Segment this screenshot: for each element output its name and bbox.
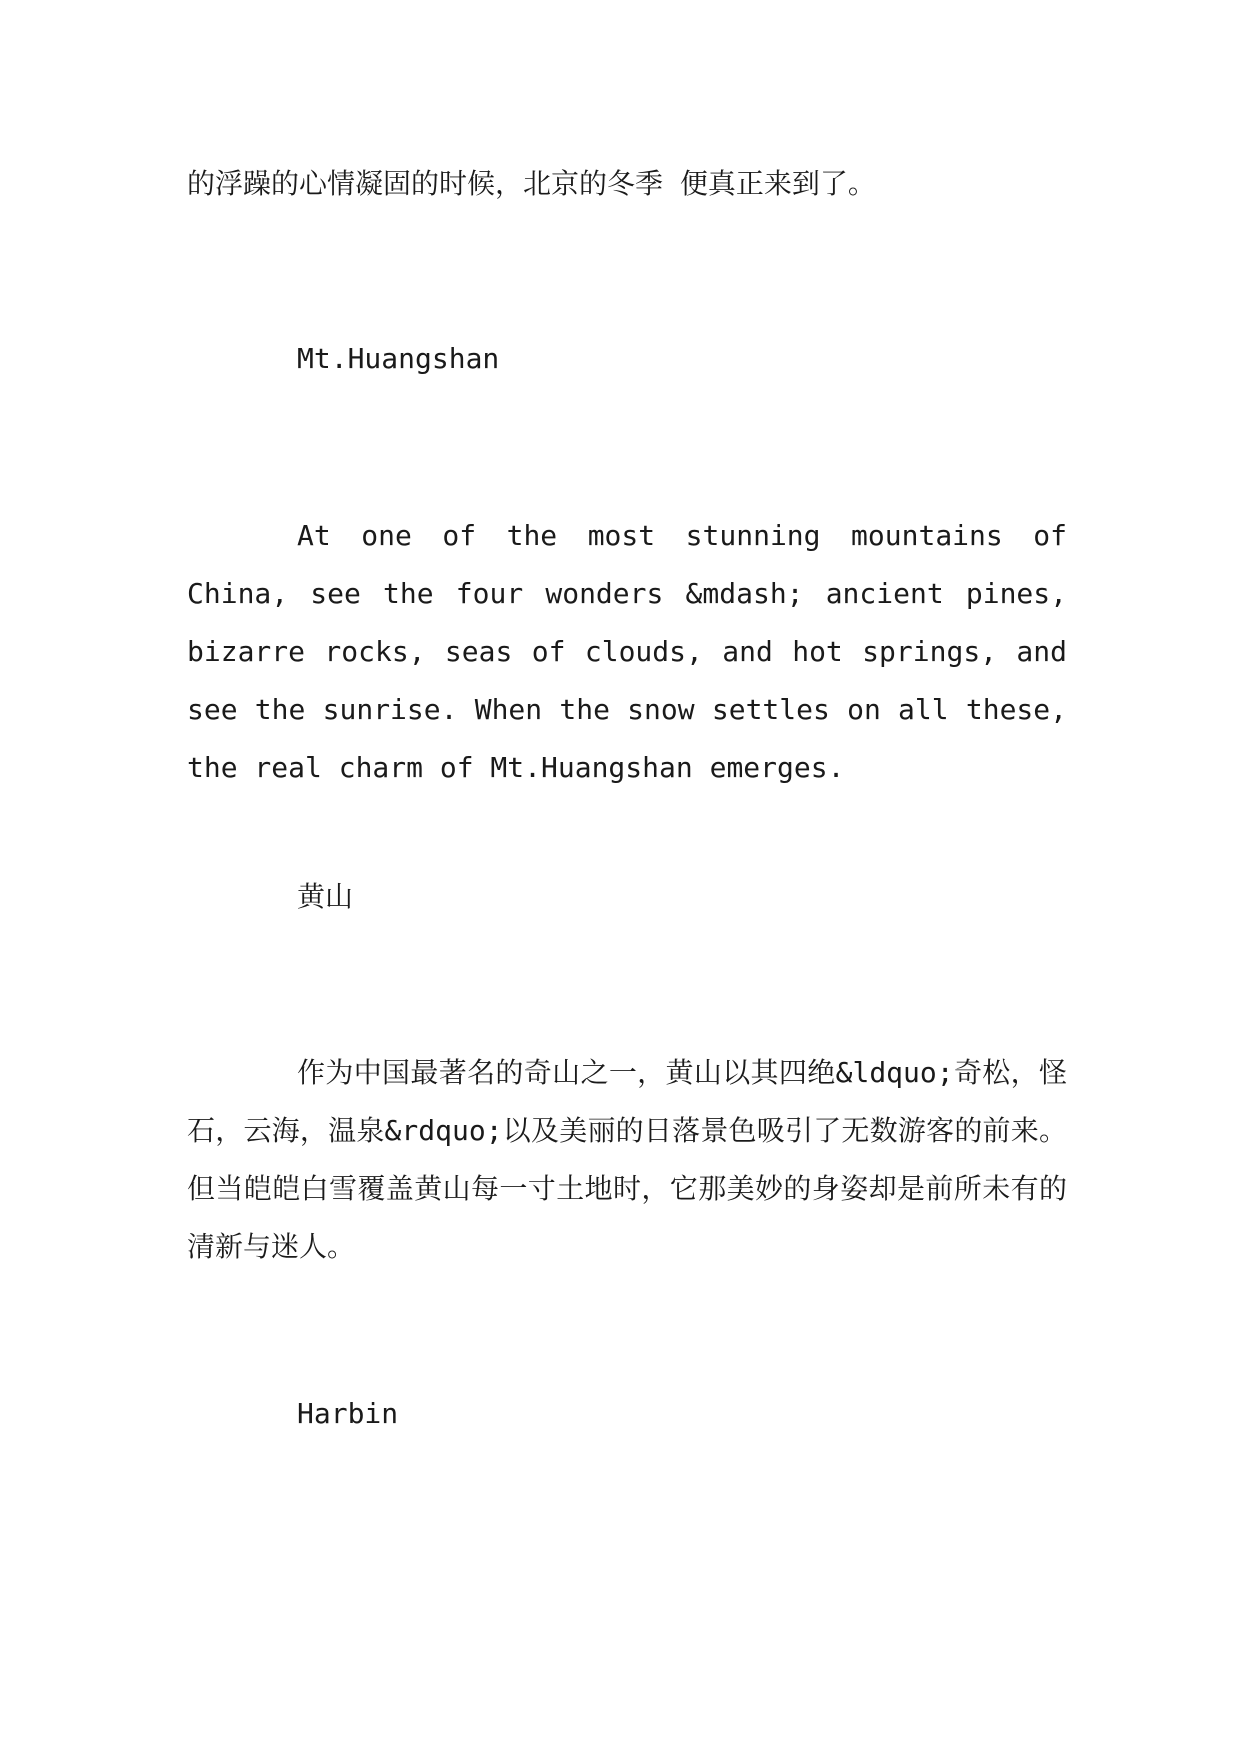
paragraph-huangshan-chinese: 作为中国最著名的奇山之一，黄山以其四绝&ldquo;奇松，怪石，云海，温泉&rdquo;以及美丽的日落景色吸引了无数游客的前来。但当皑皑白雪覆盖黄山每一寸土地时，它那美妙的身姿却是前所未有的清新与迷人。 — [187, 1056, 1067, 1263]
heading-huangshan-chinese: 黄山 — [297, 880, 354, 913]
heading-harbin: Harbin — [297, 1397, 399, 1430]
heading-mt-huangshan: Mt.Huangshan — [297, 342, 500, 375]
paragraph-huangshan-english: At one of the most stunning mountains of China, see the four wonders &mdash; ancient pines, bizarre rocks, seas of clouds, and hot springs, and see the sunrise. When the snow settles on all these, the real charm of Mt.Huangshan emerges. — [187, 519, 1067, 784]
paragraph-intro-tail: 的浮躁的心情凝固的时候，北京的冬季 便真正来到了。 — [187, 167, 876, 200]
